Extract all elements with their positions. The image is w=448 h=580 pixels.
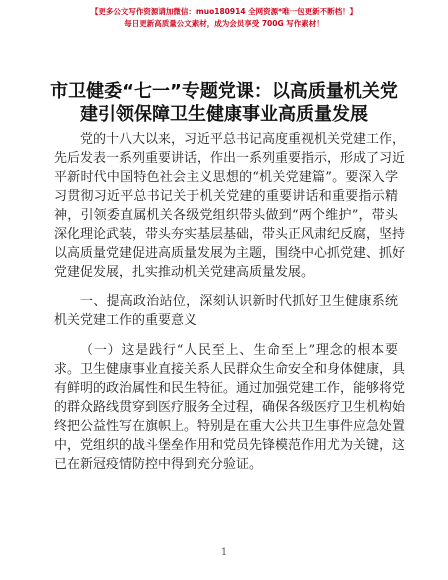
section-heading-line: 一、提高政治站位，深刻认识新时代抓好卫生健康系统 [80, 294, 398, 309]
document-title-line-1: 市卫健委“七一”专题党课：以高质量机关党 [50, 81, 398, 102]
promo-banner-line-2: 每日更新高质量公文素材，成为会员享受 700G 写作素材！ [124, 19, 324, 28]
paragraph-line: （一）这是践行“人民至上、生命至上”理念的根本要 [80, 343, 398, 358]
paragraph-line: 的群众路线贯穿到医疗服务全过程，确保各级医疗卫生机构始 [54, 400, 406, 415]
paragraph-line: 有鲜明的政治属性和民生特征。通过加强党建工作，能够将党 [54, 381, 406, 396]
paragraph-line: 党的十八大以来，习近平总书记高度重视机关党建工作， [80, 132, 406, 147]
paragraph-line: 习贯彻习近平总书记关于机关党建的重要讲话和重要指示精 [54, 189, 398, 204]
paragraph-line: 深化理论武装，带头夯实基层基础，带头正风肃纪反腐，坚持 [54, 227, 406, 242]
paragraph-line: 党建促发展，扎实推动机关党建高质量发展。 [54, 265, 315, 280]
paragraph-line: 求。卫生健康事业直接关系人民群众生命安全和身体健康，具 [54, 362, 406, 377]
document-title-line-2: 建引领保障卫生健康事业高质量发展 [80, 104, 368, 125]
paragraph-line: 先后发表一系列重要讲话，作出一系列重要指示，形成了习近 [54, 151, 406, 166]
paragraph-line: 以高质量党建促进高质量发展为主题，围绕中心抓党建、抓好 [54, 246, 406, 261]
paragraph-line: 终把公益性写在旗帜上。特别是在重大公共卫生事件应急处置 [54, 419, 406, 434]
section-heading-line: 机关党建工作的重要意义 [54, 313, 198, 328]
page-number: 1 [220, 547, 228, 558]
promo-banner-line-1: 【更多公文写作资源请加微信：muo180914 全网资源*唯一包更新不断档！】 [90, 7, 358, 16]
paragraph-line: 平新时代中国特色社会主义思想的“机关党建篇”。要深入学 [54, 170, 398, 185]
paragraph-line: 神，引领委直属机关各级党组织带头做到“两个维护”，带头 [54, 208, 398, 223]
paragraph-line: 中，党组织的战斗堡垒作用和党员先锋模范作用尤为关键，这 [54, 438, 406, 453]
paragraph-line: 已在新冠疫情防控中得到充分验证。 [54, 457, 263, 472]
